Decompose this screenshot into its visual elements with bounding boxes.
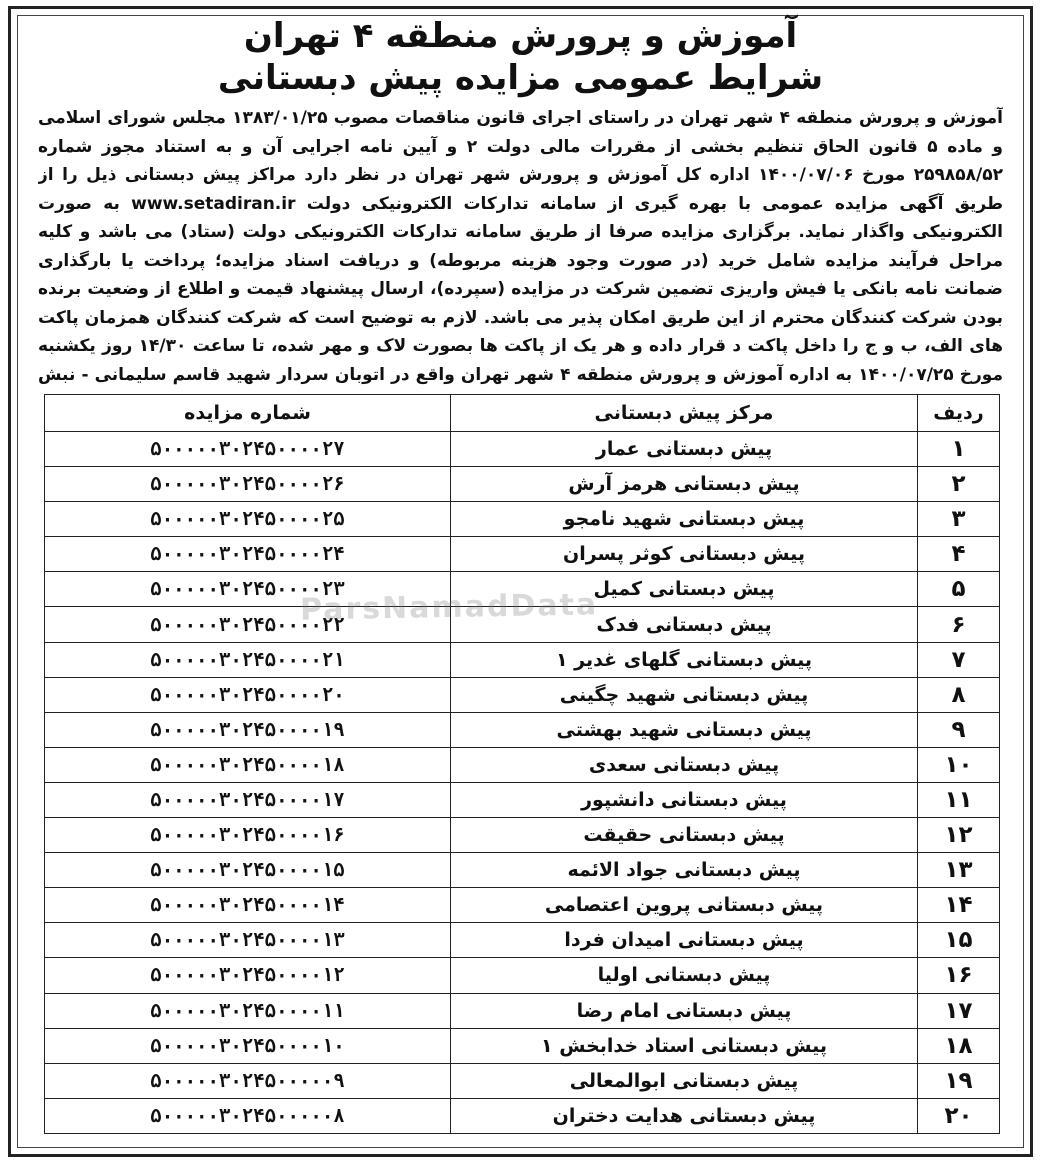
row-center-name: پیش دبستانی استاد خدابخش ۱ bbox=[451, 1028, 918, 1063]
row-center-name: پیش دبستانی دانشپور bbox=[451, 782, 918, 817]
row-center-name: پیش دبستانی پروین اعتصامی bbox=[451, 888, 918, 923]
header-number: شماره مزایده bbox=[45, 395, 451, 432]
row-auction-number: ۵۰۰۰۰۰۳۰۲۴۵۰۰۰۰۱۷ bbox=[45, 782, 451, 817]
row-center-name: پیش دبستانی هرمز آرش bbox=[451, 467, 918, 502]
row-auction-number: ۵۰۰۰۰۰۳۰۲۴۵۰۰۰۰۱۹ bbox=[45, 712, 451, 747]
row-index: ۳ bbox=[918, 502, 1000, 537]
row-auction-number: ۵۰۰۰۰۰۳۰۲۴۵۰۰۰۰۲۷ bbox=[45, 432, 451, 467]
table-row bbox=[45, 923, 1000, 958]
table-row bbox=[45, 888, 1000, 923]
row-auction-number: ۵۰۰۰۰۰۳۰۲۴۵۰۰۰۰۱۰ bbox=[45, 1028, 451, 1063]
title-line-1: آموزش و پرورش منطقه ۴ تهران bbox=[243, 16, 798, 56]
table-row bbox=[45, 958, 1000, 993]
table-row bbox=[45, 677, 1000, 712]
row-auction-number: ۵۰۰۰۰۰۳۰۲۴۵۰۰۰۰۱۴ bbox=[45, 888, 451, 923]
row-index: ۱ bbox=[918, 432, 1000, 467]
row-center-name: پیش دبستانی حقیقت bbox=[451, 818, 918, 853]
table-header-row bbox=[45, 395, 1000, 432]
header-center: مرکز پیش دبستانی bbox=[451, 395, 918, 432]
row-index: ۸ bbox=[918, 677, 1000, 712]
row-index: ۱۲ bbox=[918, 818, 1000, 853]
table-row bbox=[45, 818, 1000, 853]
table-row bbox=[45, 782, 1000, 817]
table-row bbox=[45, 853, 1000, 888]
row-index: ۷ bbox=[918, 642, 1000, 677]
announcement-body: آموزش و پرورش منطقه ۴ شهر تهران در راستای اجرای قانون مناقصات مصوب ۱۳۸۳/۰۱/۲۵ مجلس شورای اسلامی و ماده ۵ قانون الحاق تنظیم بخشی از مقررات مالی دولت ۲ و آیین نامه اجرایی آن و به استناد مجوز شماره ۲۵۹۸۵۸/۵۲ مورخ ۱۴۰۰/۰۷/۰۶ اداره کل آموزش و پرورش شهر تهران در نظر دارد مراکز پیش دبستانی ذیل را از طریق آگهی مزایده عمومی با بهره گیری از سامانه تدارکات الکترونیکی دولت www.setadiran.ir به صورت الکترونیکی واگذار نماید. برگزاری مزایده صرفا از طریق سامانه تدارکات الکترونیکی دولت (ستاد) می باشد و کلیه مراحل فرآیند مزایده شامل خرید (در صورت وجود هزینه مربوطه) و دریافت اسناد مزایده؛ پرداخت یا بارگذاری ضمانت نامه بانکی یا فیش واریزی تضمین شرکت در مزایده (سپرده)، ارسال پیشنهاد قیمت و اطلاع از وضعیت برنده بودن شرکت کنندگان محترم از این طریق امکان پذیر می باشد. لازم به توضیح است که شرکت کنندگان همزمان پاکت های الف، ب و ج را داخل پاکت د قرار داده و هر یک از پاکت ها بصورت لاک و مهر شده، تا ساعت ۱۴/۳۰ روز یکشنبه مورخ ۱۴۰۰/۰۷/۲۵ به اداره آموزش و پرورش منطقه ۴ شهر تهران واقع در اتوبان سردار شهید قاسم سلیمانی - نبش bbox=[38, 108, 1003, 385]
table-row bbox=[45, 747, 1000, 782]
row-auction-number: ۵۰۰۰۰۰۳۰۲۴۵۰۰۰۰۱۵ bbox=[45, 853, 451, 888]
row-center-name: پیش دبستانی جواد الائمه bbox=[451, 853, 918, 888]
table-row bbox=[45, 1028, 1000, 1063]
table-row bbox=[45, 537, 1000, 572]
row-center-name: پیش دبستانی اولیا bbox=[451, 958, 918, 993]
row-center-name: پیش دبستانی ابوالمعالی bbox=[451, 1063, 918, 1098]
row-index: ۱۱ bbox=[918, 782, 1000, 817]
title-line-2: شرایط عمومی مزایده پیش دبستانی bbox=[217, 58, 824, 98]
table-row bbox=[45, 642, 1000, 677]
row-index: ۱۷ bbox=[918, 993, 1000, 1028]
row-center-name: پیش دبستانی سعدی bbox=[451, 747, 918, 782]
row-auction-number: ۵۰۰۰۰۰۳۰۲۴۵۰۰۰۰۲۲ bbox=[45, 607, 451, 642]
row-center-name: پیش دبستانی شهید نامجو bbox=[451, 502, 918, 537]
row-auction-number: ۵۰۰۰۰۰۳۰۲۴۵۰۰۰۰۱۳ bbox=[45, 923, 451, 958]
row-index: ۲۰ bbox=[918, 1098, 1000, 1133]
row-auction-number: ۵۰۰۰۰۰۳۰۲۴۵۰۰۰۰۰۹ bbox=[45, 1063, 451, 1098]
row-index: ۱۸ bbox=[918, 1028, 1000, 1063]
table-row bbox=[45, 432, 1000, 467]
row-auction-number: ۵۰۰۰۰۰۳۰۲۴۵۰۰۰۰۲۴ bbox=[45, 537, 451, 572]
table-row bbox=[45, 712, 1000, 747]
row-center-name: پیش دبستانی شهید چگینی bbox=[451, 677, 918, 712]
row-auction-number: ۵۰۰۰۰۰۳۰۲۴۵۰۰۰۰۲۳ bbox=[45, 572, 451, 607]
row-center-name: پیش دبستانی امیدان فردا bbox=[451, 923, 918, 958]
table-row bbox=[45, 502, 1000, 537]
auction-table bbox=[44, 394, 1000, 1134]
table-row bbox=[45, 1098, 1000, 1133]
row-auction-number: ۵۰۰۰۰۰۳۰۲۴۵۰۰۰۰۲۱ bbox=[45, 642, 451, 677]
row-index: ۱۶ bbox=[918, 958, 1000, 993]
row-center-name: پیش دبستانی فدک bbox=[451, 607, 918, 642]
row-center-name: پیش دبستانی هدایت دختران bbox=[451, 1098, 918, 1133]
row-center-name: پیش دبستانی کوثر پسران bbox=[451, 537, 918, 572]
table-row bbox=[45, 993, 1000, 1028]
row-index: ۱۵ bbox=[918, 923, 1000, 958]
row-index: ۹ bbox=[918, 712, 1000, 747]
row-center-name: پیش دبستانی امام رضا bbox=[451, 993, 918, 1028]
row-auction-number: ۵۰۰۰۰۰۳۰۲۴۵۰۰۰۰۲۵ bbox=[45, 502, 451, 537]
row-index: ۴ bbox=[918, 537, 1000, 572]
row-auction-number: ۵۰۰۰۰۰۳۰۲۴۵۰۰۰۰۲۰ bbox=[45, 677, 451, 712]
row-index: ۵ bbox=[918, 572, 1000, 607]
row-index: ۱۴ bbox=[918, 888, 1000, 923]
row-auction-number: ۵۰۰۰۰۰۳۰۲۴۵۰۰۰۰۱۸ bbox=[45, 747, 451, 782]
row-center-name: پیش دبستانی کمیل bbox=[451, 572, 918, 607]
row-auction-number: ۵۰۰۰۰۰۳۰۲۴۵۰۰۰۰۰۸ bbox=[45, 1098, 451, 1133]
row-auction-number: ۵۰۰۰۰۰۳۰۲۴۵۰۰۰۰۲۶ bbox=[45, 467, 451, 502]
row-auction-number: ۵۰۰۰۰۰۳۰۲۴۵۰۰۰۰۱۱ bbox=[45, 993, 451, 1028]
row-center-name: پیش دبستانی گلهای غدیر ۱ bbox=[451, 642, 918, 677]
row-center-name: پیش دبستانی شهید بهشتی bbox=[451, 712, 918, 747]
row-auction-number: ۵۰۰۰۰۰۳۰۲۴۵۰۰۰۰۱۲ bbox=[45, 958, 451, 993]
header-idx: ردیف bbox=[918, 395, 1000, 432]
row-index: ۱۹ bbox=[918, 1063, 1000, 1098]
row-auction-number: ۵۰۰۰۰۰۳۰۲۴۵۰۰۰۰۱۶ bbox=[45, 818, 451, 853]
table-row bbox=[45, 467, 1000, 502]
watermark-text: ParsNamadData bbox=[299, 587, 599, 628]
row-index: ۶ bbox=[918, 607, 1000, 642]
row-center-name: پیش دبستانی عمار bbox=[451, 432, 918, 467]
row-index: ۱۳ bbox=[918, 853, 1000, 888]
row-index: ۲ bbox=[918, 467, 1000, 502]
table-row bbox=[45, 1063, 1000, 1098]
row-index: ۱۰ bbox=[918, 747, 1000, 782]
